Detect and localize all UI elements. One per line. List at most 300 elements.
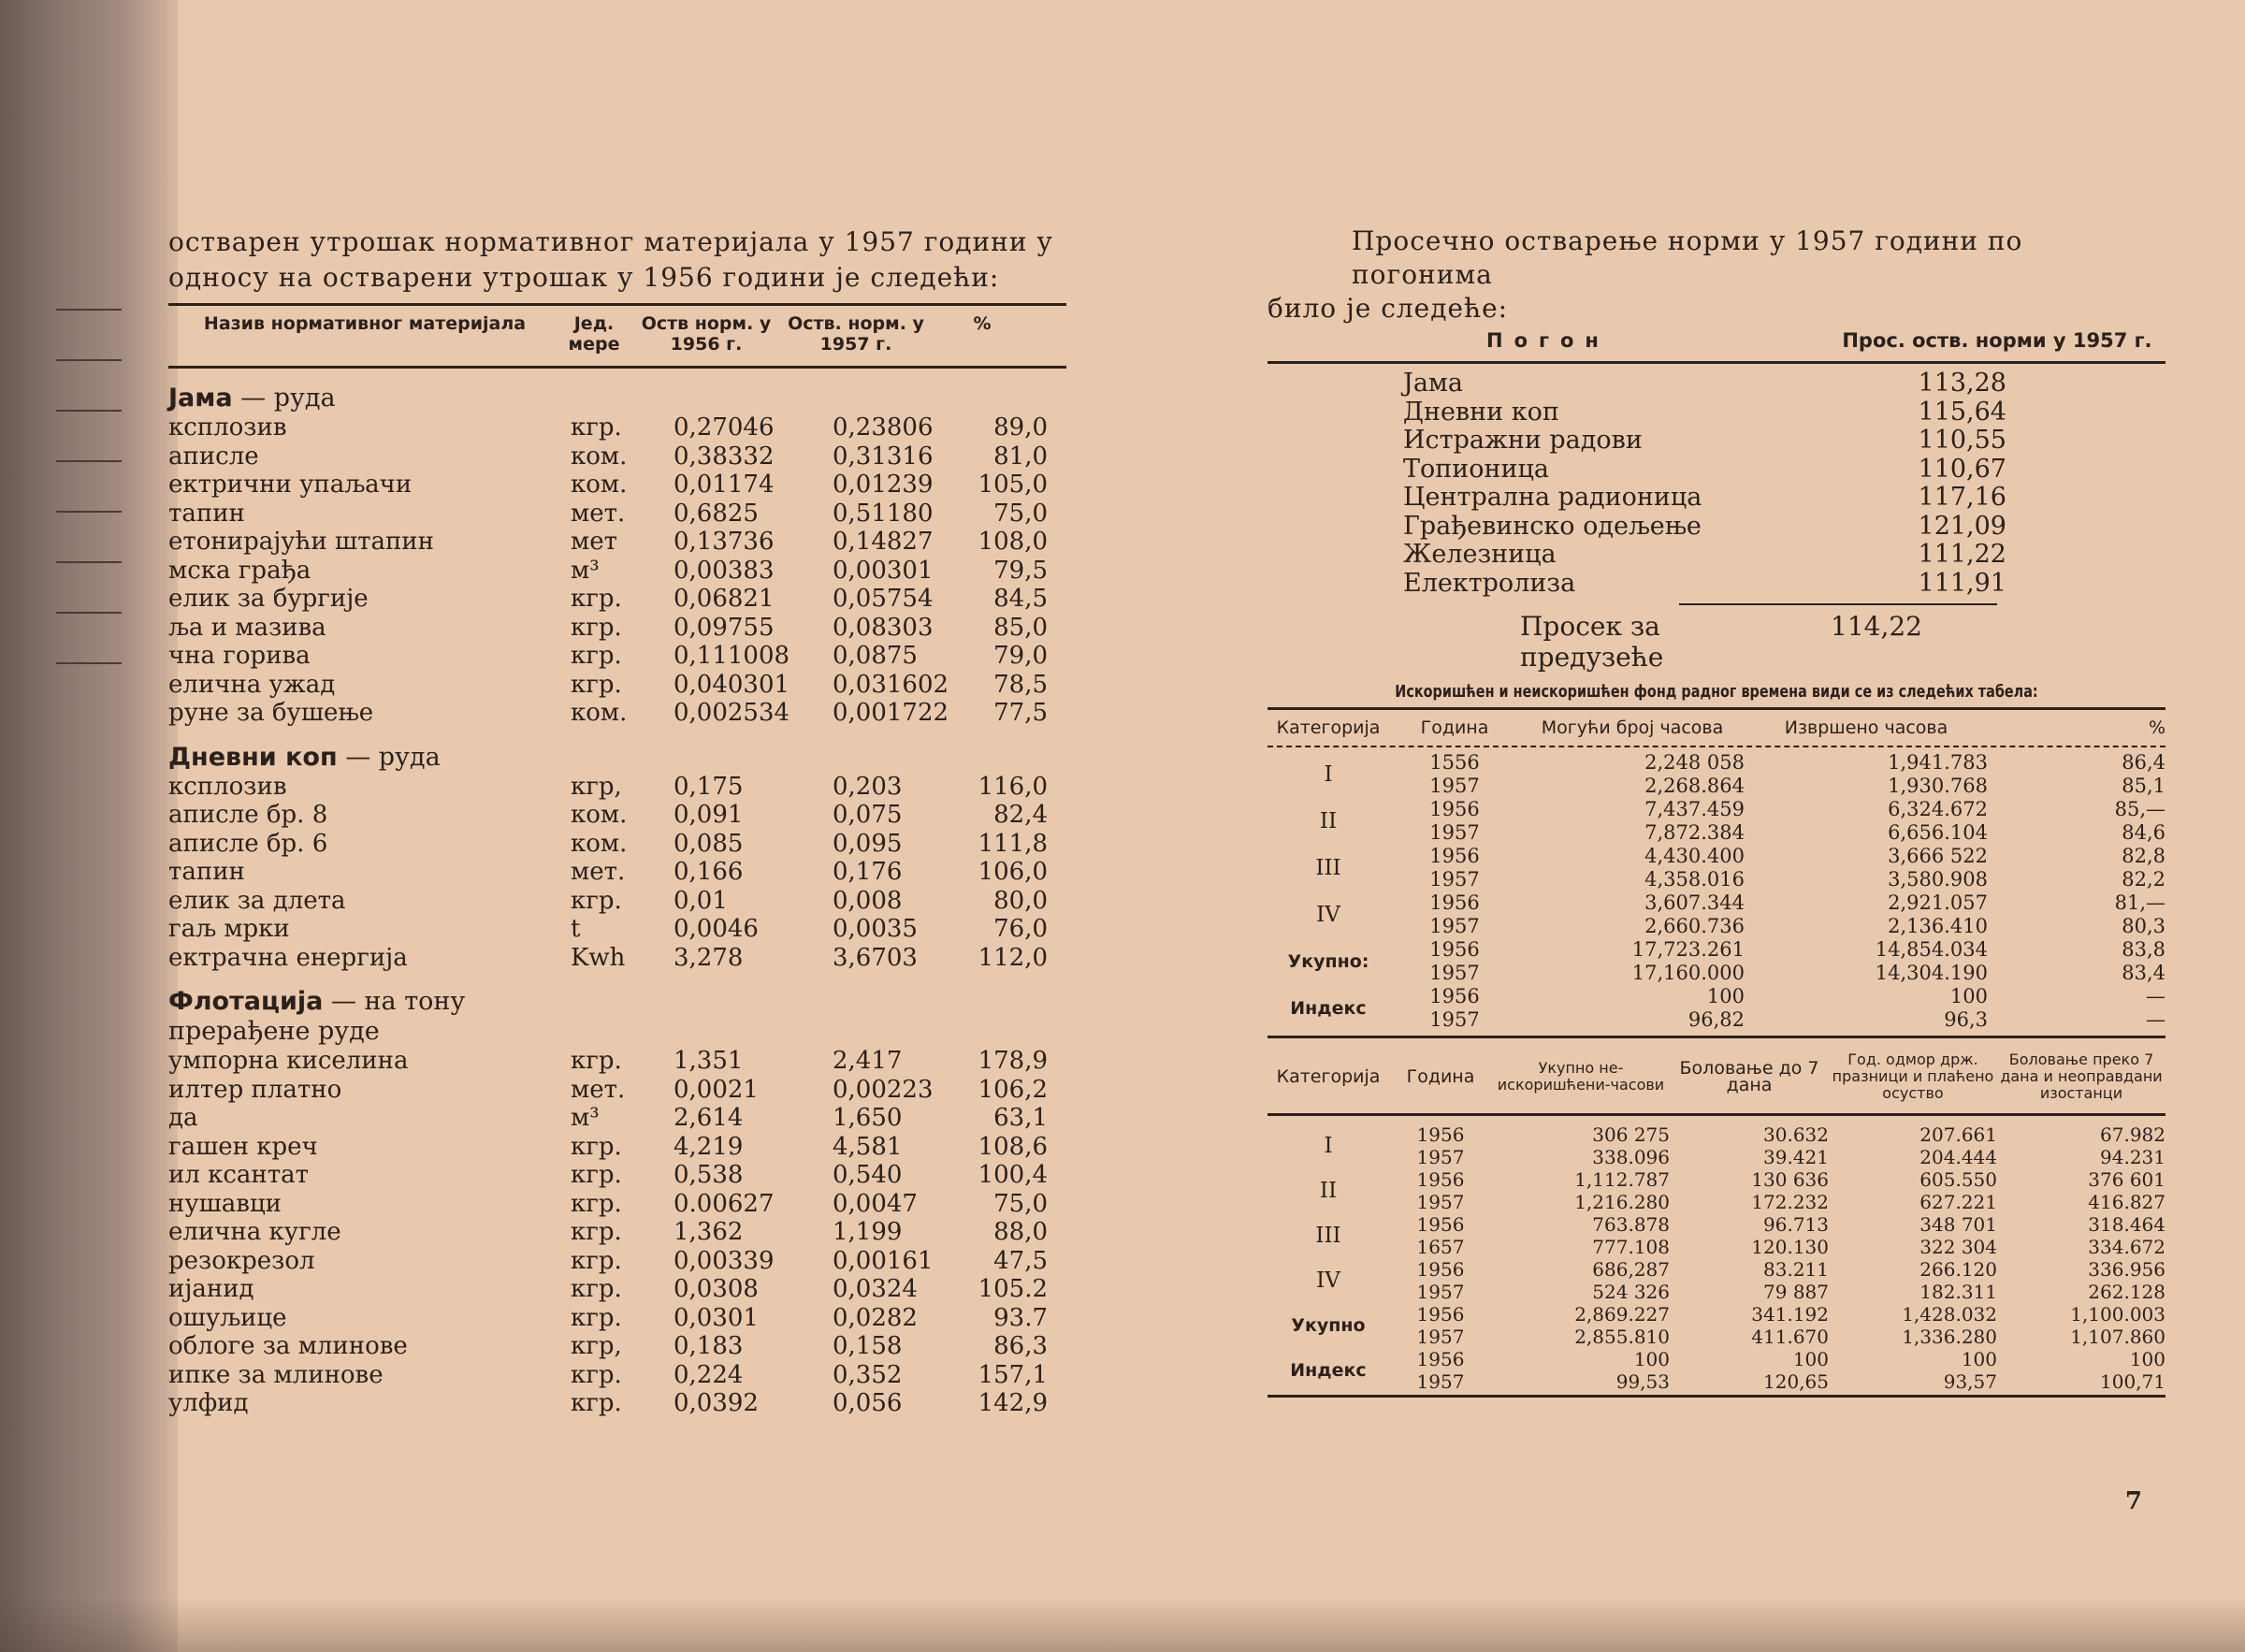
header-year: Година: [1420, 717, 1489, 738]
pogon-name: Грађевинско одељење: [1403, 511, 1702, 541]
percent: —: [2146, 1008, 2165, 1031]
table-row: [1267, 484, 2165, 513]
material-name: ил ксантат: [168, 1161, 310, 1189]
table-group: [1267, 798, 2165, 845]
total-unused: 1,112.787: [1574, 1168, 1670, 1191]
vacation: 348 701: [1919, 1213, 1997, 1236]
table-row: [168, 442, 1066, 471]
value-1957: 0,158: [833, 1332, 903, 1360]
group-lines: [1389, 985, 2165, 1032]
year: 1957: [1429, 915, 1480, 937]
table-row: [168, 699, 1066, 728]
sick-over-7: 1,107.860: [2070, 1326, 2165, 1348]
avg-label: Просек за предузеће: [1520, 611, 1664, 673]
value-1956: 0,01: [674, 886, 728, 915]
section-title: [168, 384, 1066, 413]
unit: мет: [571, 528, 617, 556]
done-hours: 96,3: [1944, 1008, 1988, 1031]
table-row: [1389, 798, 2165, 821]
table-row: [1267, 456, 2165, 485]
year: 1956: [1416, 1213, 1465, 1236]
value-1957: 0,0047: [833, 1189, 918, 1218]
year: 1956: [1429, 985, 1480, 1007]
sick-over-7: 67.982: [2100, 1123, 2165, 1146]
hours-table: [1267, 707, 2165, 1038]
value-1956: 0,38332: [674, 442, 775, 471]
possible-hours: 96,82: [1687, 1008, 1745, 1031]
sick-over-7: 100,71: [2100, 1370, 2165, 1393]
pogon-table-body: [1267, 370, 2165, 598]
total-unused: 2,869.227: [1574, 1303, 1670, 1326]
vacation: 605.550: [1919, 1168, 1997, 1191]
value-1957: 1,199: [833, 1218, 903, 1246]
category: Индекс: [1290, 997, 1367, 1019]
unit: кгр.: [571, 613, 622, 642]
unit: ком.: [571, 801, 628, 829]
section-title-line2: прерађене руде: [168, 1017, 380, 1046]
material-name: умпорна киселина: [168, 1047, 409, 1075]
table-row: [168, 642, 1066, 671]
value-1956: 0,00339: [674, 1246, 775, 1275]
value-1957: 0,23806: [833, 413, 934, 442]
value-1957: 0,176: [833, 858, 903, 886]
year: 1657: [1416, 1236, 1465, 1258]
unit: кгр,: [571, 772, 622, 801]
year: 1957: [1429, 962, 1480, 984]
group-lines: [1389, 751, 2165, 798]
value-1957: 0,031602: [833, 670, 949, 699]
total-unused: 338.096: [1592, 1146, 1670, 1168]
group-lines: [1389, 938, 2165, 985]
sick-7: 120.130: [1751, 1236, 1829, 1258]
material-name: ектрачна енергија: [168, 943, 408, 972]
vacation: 1,428.032: [1902, 1303, 1997, 1326]
table-row: [168, 585, 1066, 614]
percent: 76,0: [993, 915, 1048, 943]
material-name: елична кугле: [168, 1218, 341, 1246]
table-row: [1389, 1146, 2165, 1168]
header-sick-7: Боловање до 7 дана: [1679, 1058, 1819, 1095]
table-row: [168, 1332, 1066, 1361]
vacation: 627.221: [1919, 1191, 1997, 1213]
value-1957: 0,352: [833, 1360, 903, 1389]
done-hours: 6,324.672: [1888, 798, 1988, 820]
total-unused: 777.108: [1592, 1236, 1670, 1258]
percent: 82,2: [2122, 868, 2165, 891]
header-pogon: Погон: [1486, 329, 1610, 352]
category: I: [1324, 1134, 1333, 1158]
table-group: [1267, 845, 2165, 891]
sick-over-7: 334.672: [2088, 1236, 2165, 1258]
table-group: [1267, 1348, 2165, 1393]
value-1957: 0,08303: [833, 613, 934, 642]
material-name: ошуљице: [168, 1303, 287, 1332]
pogon-name: Истражни радови: [1403, 426, 1643, 455]
percent: 116,0: [978, 772, 1048, 801]
value-1956: 0,00383: [674, 556, 775, 585]
done-hours: 3,580.908: [1888, 868, 1988, 891]
year: 1957: [1429, 1008, 1480, 1031]
pogon-value: 115,64: [1918, 397, 2006, 427]
percent: 108,0: [978, 528, 1048, 556]
material-name: ектрични упаљачи: [168, 471, 413, 499]
sick-7: 172.232: [1751, 1191, 1829, 1213]
vacation: 204.444: [1919, 1146, 1997, 1168]
value-1957: 0,540: [833, 1161, 903, 1189]
percent: 75,0: [993, 1189, 1048, 1218]
unit: Kwh: [571, 943, 626, 972]
done-hours: 3,666 522: [1888, 845, 1988, 867]
table-row: [1389, 1370, 2165, 1393]
table-row: [168, 528, 1066, 557]
material-name: нушавци: [168, 1189, 282, 1218]
value-1957: 0,00301: [833, 556, 934, 585]
pogon-name: Дневни коп: [1403, 397, 1559, 427]
category: IV: [1316, 902, 1340, 927]
value-1957: 0,01239: [833, 471, 934, 499]
intro-line: Просечно остварење норми у 1957 години по погонима: [1352, 225, 2023, 290]
percent: 82,8: [2122, 845, 2165, 867]
possible-hours: 7,872.384: [1644, 821, 1745, 844]
unit: кгр.: [571, 1360, 622, 1389]
percent: 105,0: [978, 471, 1048, 499]
hours-table-body: [1267, 747, 2165, 1032]
table-row: [168, 1361, 1066, 1390]
percent: 88,0: [993, 1218, 1048, 1246]
percent: 105.2: [978, 1275, 1048, 1303]
sick-7: 39.421: [1763, 1146, 1829, 1168]
table-group: [1267, 1303, 2165, 1348]
table-row: [1389, 915, 2165, 938]
year: 1957: [1416, 1191, 1465, 1213]
material-name: аписле: [168, 442, 259, 471]
value-1957: 0,05754: [833, 585, 934, 613]
table-row: [168, 500, 1066, 529]
material-name: етонирајући штапин: [168, 528, 434, 556]
value-1957: 0,008: [833, 886, 903, 915]
material-table-body: [168, 384, 1066, 1418]
table-row: [1389, 1191, 2165, 1213]
pogon-name: Железница: [1403, 540, 1557, 569]
unit: кгр.: [571, 642, 622, 670]
material-name: илтер платно: [168, 1075, 342, 1104]
material-name: чна горива: [168, 642, 311, 670]
value-1956: 0,0021: [674, 1075, 759, 1104]
value-1956: 0,166: [674, 858, 744, 886]
percent: 81,—: [2114, 891, 2165, 914]
table-row: [1389, 775, 2165, 798]
page-number: 7: [2124, 1487, 2142, 1515]
table-group: [1267, 1123, 2165, 1168]
year: 1957: [1416, 1370, 1465, 1393]
percent: 82,4: [993, 801, 1048, 829]
possible-hours: 3,607.344: [1644, 891, 1745, 914]
material-name: гашен креч: [168, 1132, 318, 1161]
value-1957: 0,0035: [833, 915, 918, 943]
unit: мет.: [571, 499, 626, 528]
table-row: [1267, 399, 2165, 427]
header-category: Категорија: [1276, 717, 1381, 738]
pogon-value: 117,16: [1918, 483, 2006, 512]
value-1957: 0,00161: [833, 1246, 934, 1275]
value-1956: 0.00627: [674, 1189, 775, 1218]
pogon-value: 111,91: [1918, 568, 2006, 598]
table-row: [1389, 1258, 2165, 1281]
group-lines: [1389, 891, 2165, 938]
possible-hours: 7,437.459: [1644, 798, 1745, 820]
table-row: [1389, 1168, 2165, 1191]
year: 1956: [1416, 1303, 1465, 1326]
material-name: елик за длета: [168, 886, 346, 915]
unit: кгр.: [571, 1389, 622, 1417]
category: II: [1319, 1179, 1338, 1203]
material-name: елик за бургије: [168, 585, 369, 613]
percent: 85,1: [2122, 775, 2165, 797]
table-row: [1389, 868, 2165, 891]
table-group: [1267, 985, 2165, 1032]
table-group: [1267, 891, 2165, 938]
done-hours: 2,136.410: [1888, 915, 1988, 937]
value-1957: 0,14827: [833, 528, 934, 556]
header-percent: %: [2148, 717, 2165, 738]
header-sick-over-7: Боловање преко 7 дана и неоправдани изостанци: [2000, 1051, 2163, 1102]
value-1956: 1,362: [674, 1218, 744, 1246]
value-1957: 0,001722: [833, 699, 949, 727]
header-possible: Могући број часова: [1541, 717, 1724, 738]
possible-hours: 2,268.864: [1644, 775, 1745, 797]
table-row: [168, 671, 1066, 700]
right-intro: [1267, 225, 2165, 326]
header-1957: Оств. норм. у 1957 г.: [788, 313, 924, 355]
value-1956: 0,06821: [674, 585, 775, 613]
value-1956: 0,111008: [674, 642, 790, 670]
section-title-bold: Флотација: [168, 987, 324, 1016]
sick-7: 100: [1792, 1348, 1829, 1370]
value-1957: 0,51180: [833, 499, 934, 528]
possible-hours: 17,160.000: [1631, 962, 1745, 984]
value-1956: 0,175: [674, 772, 744, 801]
percent: 81,0: [993, 442, 1048, 471]
percent: 106,2: [978, 1075, 1048, 1104]
table-row: [1389, 821, 2165, 845]
table-group: [1267, 1258, 2165, 1303]
year: 1956: [1416, 1348, 1465, 1370]
percent: 79,0: [993, 642, 1048, 670]
sick-over-7: 336.956: [2088, 1258, 2165, 1281]
header-unit: Јед. мере: [568, 313, 620, 355]
header-1956: Оств норм. у 1956 г.: [641, 313, 772, 355]
done-hours: 2,921.057: [1888, 891, 1988, 914]
pogon-value: 110,67: [1918, 454, 2006, 484]
pogon-value: 110,55: [1918, 426, 2006, 455]
unit: кгр.: [571, 1275, 622, 1303]
value-1956: 0,27046: [674, 413, 775, 442]
value-1957: 0,00223: [833, 1075, 934, 1104]
possible-hours: 17,723.261: [1631, 938, 1745, 961]
table-row: [168, 1161, 1066, 1190]
table-row: [168, 915, 1066, 944]
material-name: облоге за млинове: [168, 1332, 408, 1360]
done-hours: 1,941.783: [1888, 751, 1988, 774]
table-row: [168, 1133, 1066, 1162]
header-category: Категорија: [1276, 1066, 1381, 1087]
pogon-value: 113,28: [1918, 369, 2006, 398]
table-rule: [1267, 1395, 2165, 1398]
table-row: [168, 557, 1066, 586]
group-lines: [1389, 1258, 2165, 1303]
group-lines: [1389, 1168, 2165, 1213]
value-1956: 0,01174: [674, 471, 775, 499]
unit: кгр.: [571, 1303, 622, 1332]
table-row: [168, 1304, 1066, 1333]
sick-7: 83.211: [1763, 1258, 1829, 1281]
pogon-name: Јама: [1403, 369, 1464, 398]
value-1956: 2,614: [674, 1104, 744, 1132]
table-row: [168, 1190, 1066, 1219]
table-row: [1389, 1326, 2165, 1348]
total-unused: 99,53: [1615, 1370, 1670, 1393]
material-name: аписле бр. 8: [168, 801, 328, 829]
value-1956: 0,002534: [674, 699, 790, 727]
pogon-table-header: [1267, 326, 2165, 364]
section-title: [168, 987, 1066, 1017]
total-unused: 763.878: [1592, 1213, 1670, 1236]
percent: —: [2146, 985, 2165, 1007]
value-1956: 0,13736: [674, 528, 775, 556]
value-1957: 0,203: [833, 772, 903, 801]
possible-hours: 4,358.016: [1644, 868, 1745, 891]
category: III: [1315, 1224, 1341, 1248]
intro-line: односу на остварени утрошак у 1956 години је следећи:: [168, 262, 1000, 293]
table-row: [1389, 985, 2165, 1008]
section-title-bold: Јама: [168, 384, 233, 413]
material-name: гаљ мрки: [168, 915, 290, 943]
vacation: 322 304: [1919, 1236, 1997, 1258]
value-1957: 1,650: [833, 1104, 903, 1132]
table-row: [168, 614, 1066, 643]
table-row: [1389, 1236, 2165, 1258]
material-name: резокрезол: [168, 1246, 315, 1275]
table-row: [1267, 541, 2165, 570]
group-lines: [1389, 798, 2165, 845]
group-lines: [1389, 1303, 2165, 1348]
header-vacation: Год. одмор држ. празници и плаћено осуство: [1832, 1051, 1994, 1102]
value-1956: 0,085: [674, 829, 744, 858]
possible-hours: 2,660.736: [1644, 915, 1745, 937]
sick-7: 120,65: [1763, 1370, 1829, 1393]
book-spine-shadow: [0, 0, 178, 1652]
header-done: Извршено часова: [1784, 717, 1948, 738]
value-1957: 0,31316: [833, 442, 934, 471]
year: 1556: [1429, 751, 1480, 774]
table-row: [1389, 1123, 2165, 1146]
table-row: [1389, 1213, 2165, 1236]
pogon-name: Топионица: [1403, 454, 1549, 484]
percent: 83,4: [2122, 962, 2165, 984]
intro-line: било је следеће:: [1267, 293, 1509, 324]
unit: ком.: [571, 699, 628, 727]
unit: кгр.: [571, 1161, 622, 1189]
right-page: [1267, 225, 2165, 1398]
unit: кгр.: [571, 413, 622, 442]
material-name: ксплозив: [168, 772, 287, 801]
section-title-rest: — руда: [337, 742, 441, 772]
value-1957: 0,095: [833, 829, 903, 858]
material-name: ипке за млинове: [168, 1360, 384, 1389]
value-1956: 0,09755: [674, 613, 775, 642]
sick-7: 96.713: [1763, 1213, 1829, 1236]
percent: 111,8: [978, 829, 1048, 858]
percent: 78,5: [993, 670, 1048, 699]
category: Индекс: [1290, 1360, 1367, 1381]
group-lines: [1389, 1213, 2165, 1258]
done-hours: 14,304.190: [1875, 962, 1988, 984]
sick-over-7: 376 601: [2088, 1168, 2165, 1191]
vacation: 266.120: [1919, 1258, 1997, 1281]
section-title: [168, 743, 1066, 773]
section-title-rest: — руда: [232, 384, 336, 413]
table-row: [1267, 513, 2165, 542]
table-row: [168, 773, 1066, 802]
percent: 86,3: [993, 1332, 1048, 1360]
year: 1956: [1416, 1123, 1465, 1146]
total-unused: 524 326: [1592, 1281, 1670, 1303]
group-lines: [1389, 845, 2165, 891]
unit: кгр.: [571, 1246, 622, 1275]
value-1956: 0,091: [674, 801, 744, 829]
table-row: [168, 1104, 1066, 1133]
table-group: [1267, 751, 2165, 798]
pogon-name: Централна радионица: [1403, 483, 1702, 512]
material-name: руне за бушење: [168, 699, 374, 727]
year: 1956: [1429, 845, 1480, 867]
material-name: мска грађа: [168, 556, 311, 585]
left-intro: [168, 225, 1066, 296]
year: 1957: [1416, 1146, 1465, 1168]
year: 1957: [1416, 1281, 1465, 1303]
percent: 86,4: [2122, 751, 2165, 774]
sick-over-7: 262.128: [2088, 1281, 2165, 1303]
percent: 83,8: [2122, 938, 2165, 961]
vacation: 1,336.280: [1902, 1326, 1997, 1348]
header-percent: %: [973, 313, 992, 334]
table-row: [168, 1076, 1066, 1105]
table-row: [1389, 751, 2165, 775]
intro-line: остварен утрошак нормативног материјала у 1957 години у: [168, 226, 1053, 257]
table-row: [1267, 370, 2165, 399]
value-1956: 0,0301: [674, 1303, 759, 1332]
category: Укупно:: [1287, 950, 1369, 972]
material-name: ијанид: [168, 1275, 254, 1303]
value-1956: 0,0392: [674, 1389, 759, 1417]
unit: ком.: [571, 829, 628, 858]
sick-over-7: 318.464: [2088, 1213, 2165, 1236]
year: 1956: [1416, 1258, 1465, 1281]
vacation: 93,57: [1943, 1370, 1997, 1393]
table-row: [1389, 1008, 2165, 1032]
table-row: [1389, 938, 2165, 962]
unused-hours-table: [1267, 1046, 2165, 1398]
value-1956: 0,183: [674, 1332, 744, 1360]
unit: м³: [571, 556, 600, 585]
group-lines: [1389, 1123, 2165, 1168]
percent: 93.7: [993, 1303, 1048, 1332]
unit: кгр.: [571, 1218, 622, 1246]
avg-value: 114,22: [1831, 611, 1922, 642]
year: 1957: [1429, 821, 1480, 844]
page-bottom-shadow: [0, 1596, 2245, 1652]
total-unused: 306 275: [1592, 1123, 1670, 1146]
